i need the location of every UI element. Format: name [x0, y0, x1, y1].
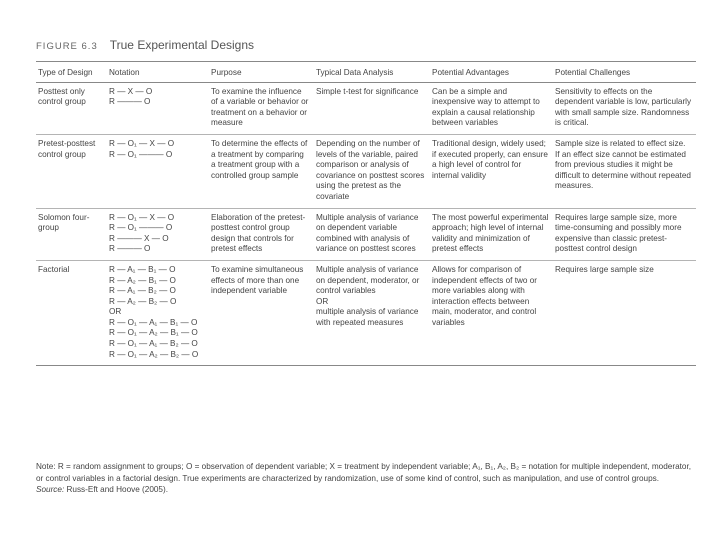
- challenges-cell: Sensitivity to effects on the dependent variable is low, particularly with small sample size. Randomness is critical.: [553, 82, 696, 134]
- purpose-cell: To determine the effects of a treatment by comparing a treatment group with a controlled group sample: [209, 134, 314, 208]
- header-row: [36, 64, 696, 82]
- header-advantages: Potential Advantages: [430, 64, 553, 82]
- challenges-cell: Requires large sample size: [553, 260, 696, 365]
- analysis-cell: Multiple analysis of variance on dependent variable combined with analysis of variance on posttest scores: [314, 208, 430, 260]
- table-row: [36, 134, 696, 208]
- notation-cell: [107, 134, 209, 208]
- notation-line: R — A₂ — B₁ — O: [109, 275, 176, 285]
- figure-title: [36, 38, 254, 52]
- analysis-line: multiple analysis of variance with repeated measures: [316, 307, 419, 327]
- design-type: Factorial: [36, 260, 107, 365]
- analysis-cell: Simple t-test for significance: [314, 82, 430, 134]
- notation-line: R — X — O: [109, 86, 153, 96]
- purpose-cell: Elaboration of the pretest-posttest control group design that controls for pretest effects: [209, 208, 314, 260]
- notation-line: R — O₁ — A₁ — B₁ — O: [109, 317, 198, 327]
- analysis-cell: [314, 260, 430, 365]
- design-type: Posttest only control group: [36, 82, 107, 134]
- note-text: Note: R = random assignment to groups; O = observation of dependent variable; X = treatment by independent variable; A₁, B₁, A₂, B₂ = notation for multiple independent, moderator, or control variables in a factorial design. True experiments are characterized by randomization, use of some kind of control, such as manipulation, and use of control groups.: [36, 462, 691, 483]
- purpose-cell: To examine the influence of a variable or behavior or treatment on a behavior or measure: [209, 82, 314, 134]
- design-type: Pretest-posttest control group: [36, 134, 107, 208]
- table-row: [36, 260, 696, 365]
- advantages-cell: Can be a simple and inexpensive way to attempt to explain a causal relationship between variables: [430, 82, 553, 134]
- analysis-line: Multiple analysis of variance on dependent, moderator, or control variables: [316, 264, 420, 296]
- advantages-cell: Allows for comparison of independent effects of two or more variables along with interaction effects between main, moderator, and control variables: [430, 260, 553, 365]
- table-row: [36, 208, 696, 260]
- purpose-cell: To examine simultaneous effects of more than one independent variable: [209, 260, 314, 365]
- header-analysis: Typical Data Analysis: [314, 64, 430, 82]
- source-line: [36, 484, 696, 496]
- top-rule: [36, 61, 696, 62]
- notation-line: R ——— X — O: [109, 233, 169, 243]
- header-type: Type of Design: [36, 64, 107, 82]
- notation-line: R — A₁ — B₁ — O: [109, 264, 176, 274]
- notation-line: R — O₁ — A₁ — B₂ — O: [109, 339, 198, 349]
- notation-line: R — A₂ — B₂ — O: [109, 296, 177, 306]
- notation-line: R ——— O: [109, 244, 151, 254]
- advantages-cell: The most powerful experimental approach; high level of internal validity and minimization of pretest effects: [430, 208, 553, 260]
- notation-line: OR: [109, 307, 122, 317]
- design-type: Solomon four-group: [36, 208, 107, 260]
- analysis-cell: Depending on the number of levels of the variable, paired comparison or analysis of covariance on posttest scores using the pretest as the covariate: [314, 134, 430, 208]
- notation-line: R ——— O: [109, 97, 151, 107]
- notation-line: R — O₁ — A₂ — B₂ — O: [109, 349, 199, 359]
- analysis-line: OR: [316, 296, 329, 306]
- challenges-cell: Sample size is related to effect size. If an effect size cannot be estimated from previous studies it might be difficult to determine without repeated measures.: [553, 134, 696, 208]
- advantages-cell: Traditional design, widely used; if executed properly, can ensure a high level of control for internal validity: [430, 134, 553, 208]
- challenges-cell: Requires large sample size, more time-consuming and possibly more expensive than classic pretest-posttest control design: [553, 208, 696, 260]
- header-challenges: Potential Challenges: [553, 64, 696, 82]
- table-notes: [36, 461, 696, 496]
- figure-title-text: True Experimental Designs: [109, 38, 255, 52]
- notation-line: R — A₁ — B₂ — O: [109, 286, 176, 296]
- notation-line: R — O₁ ——— O: [109, 223, 173, 233]
- notation-cell: [107, 82, 209, 134]
- notation-cell: [107, 260, 209, 365]
- notation-cell: [107, 208, 209, 260]
- table-row: [36, 82, 696, 134]
- notation-line: R — O₁ — X — O: [109, 212, 175, 222]
- source-label: Source:: [36, 485, 65, 494]
- notation-line: R — O₁ — X — O: [109, 138, 175, 148]
- header-notation: Notation: [107, 64, 209, 82]
- notation-line: R — O₁ — A₂ — B₁ — O: [109, 328, 198, 338]
- source-text: Russ-Eft and Hoove (2005).: [66, 485, 168, 494]
- figure-label: FIGURE 6.3: [36, 41, 98, 52]
- designs-table: [36, 64, 696, 366]
- header-purpose: Purpose: [209, 64, 314, 82]
- notation-line: R — O₁ ——— O: [109, 149, 173, 159]
